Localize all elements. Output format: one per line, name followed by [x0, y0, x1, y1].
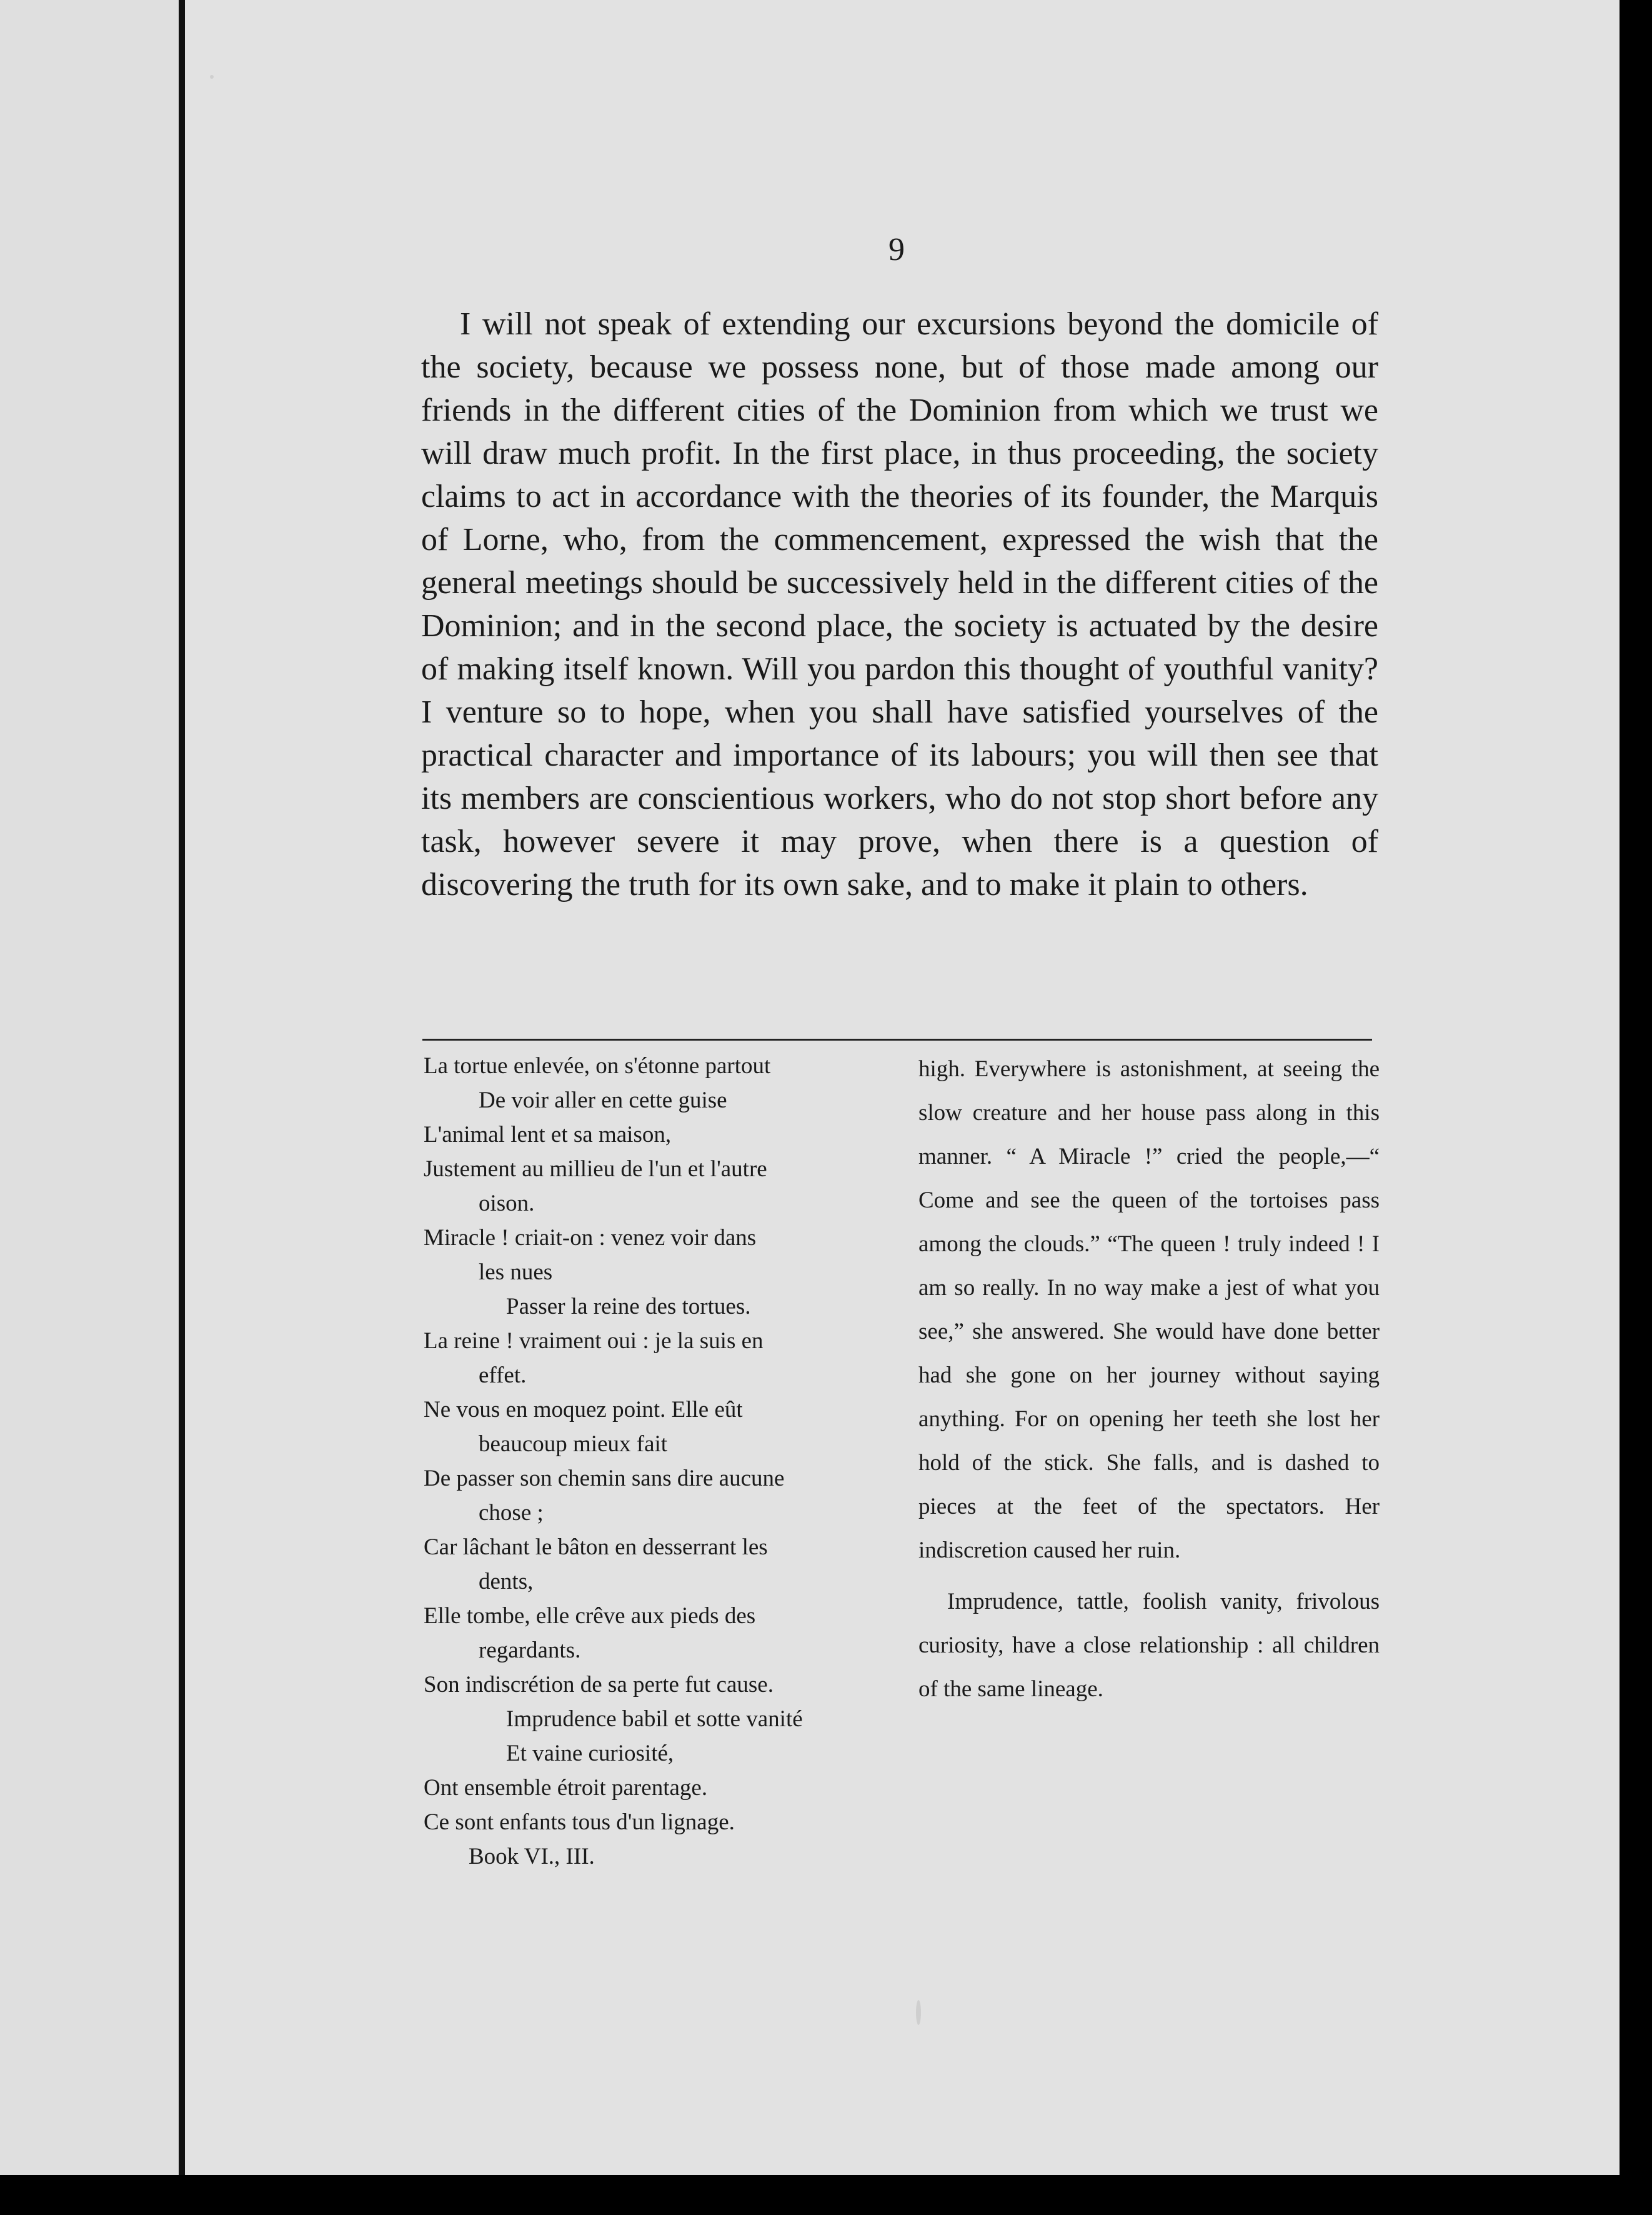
- verse-line: Elle tombe, elle crêve aux pieds des: [424, 1603, 756, 1629]
- verse-line: Passer la reine des tortues.: [506, 1294, 751, 1319]
- verse-source: Book VI., III.: [469, 1844, 595, 1869]
- footnote-divider: [422, 1039, 1372, 1041]
- verse-line: chose ;: [479, 1500, 544, 1526]
- verse-line: Justement au millieu de l'un et l'autre: [424, 1156, 767, 1182]
- verse-line: oison.: [479, 1191, 535, 1216]
- verse-line: Et vaine curiosité,: [506, 1741, 674, 1766]
- verse-line: La tortue enlevée, on s'étonne partout: [424, 1053, 771, 1079]
- translation-paragraph: Imprudence, tattle, foolish vanity, frivolous curiosity, have a close relationship : all children of the same lineage.: [918, 1589, 1380, 1702]
- page-number: 9: [888, 232, 905, 268]
- paper-speck: [210, 75, 214, 79]
- verse-line: L'animal lent et sa maison,: [424, 1122, 672, 1148]
- verse-line: regardants.: [479, 1638, 581, 1663]
- verse-line: Car lâchant le bâton en desserrant les: [424, 1534, 768, 1560]
- left-page-edge: [0, 0, 180, 2175]
- bottom-scan-edge: [0, 2175, 1652, 2215]
- right-scan-edge: [1620, 0, 1652, 2215]
- translation-paragraph: high. Everywhere is astonishment, at seeing the slow creature and her house pass along in this manner. “ A Miracle !” cried the people,—“ Come and see the queen of the tortoises pass among the clouds.” “The queen ! truly indeed ! I am so really. In no way make a jest of what you see,” she answered. She would have done better had she gone on her journey without saying anything. For on opening her teeth she lost her hold of the stick. She falls, and is dashed to pieces at the feet of the spectators. Her indiscretion caused her ruin.: [918, 1056, 1380, 1563]
- verse-line: De voir aller en cette guise: [479, 1088, 727, 1113]
- verse-line: effet.: [479, 1362, 527, 1388]
- book-spine: [179, 0, 185, 2175]
- verse-line: Miracle ! criait-on : venez voir dans: [424, 1225, 757, 1251]
- verse-line: De passer son chemin sans dire aucune: [424, 1466, 785, 1491]
- verse-line: Imprudence babil et sotte vanité: [506, 1706, 803, 1732]
- main-paragraph: I will not speak of extending our excursions beyond the domicile of the society, because we possess none, but of those made among our friends in the different cities of the Dominion from which we trust we will draw much profit. In the first place, in thus proceeding, the society claims to act in accordance with the theories of its founder, the Marquis of Lorne, who, from the commencement, expressed the wish that the general meetings should be successively held in the different cities of the Dominion; and in the second place, the society is actuated by the desire of making itself known. Will you pardon this thought of youthful vanity? I venture so to hope, when you shall have satisfied yourselves of the practical character and importance of its labours; you will then see that its members are conscientious workers, who do not stop short before any task, however severe it may prove, when there is a question of discovering the truth for its own sake, and to make it plain to others.: [421, 306, 1378, 902]
- paper-speck: [916, 2000, 921, 2025]
- verse-line: Ce sont enfants tous d'un lignage.: [424, 1809, 735, 1835]
- french-verse-column: [424, 1049, 886, 1874]
- verse-line: Ne vous en moquez point. Elle eût: [424, 1397, 743, 1422]
- verse-line: La reine ! vraiment oui : je la suis en: [424, 1328, 764, 1354]
- english-translation-column: [918, 1048, 1380, 1711]
- verse-line: Ont ensemble étroit parentage.: [424, 1775, 708, 1801]
- verse-line: dents,: [479, 1569, 534, 1594]
- verse-line: Son indiscrétion de sa perte fut cause.: [424, 1672, 774, 1698]
- verse-line: beaucoup mieux fait: [479, 1431, 668, 1457]
- verse-line: les nues: [479, 1259, 553, 1285]
